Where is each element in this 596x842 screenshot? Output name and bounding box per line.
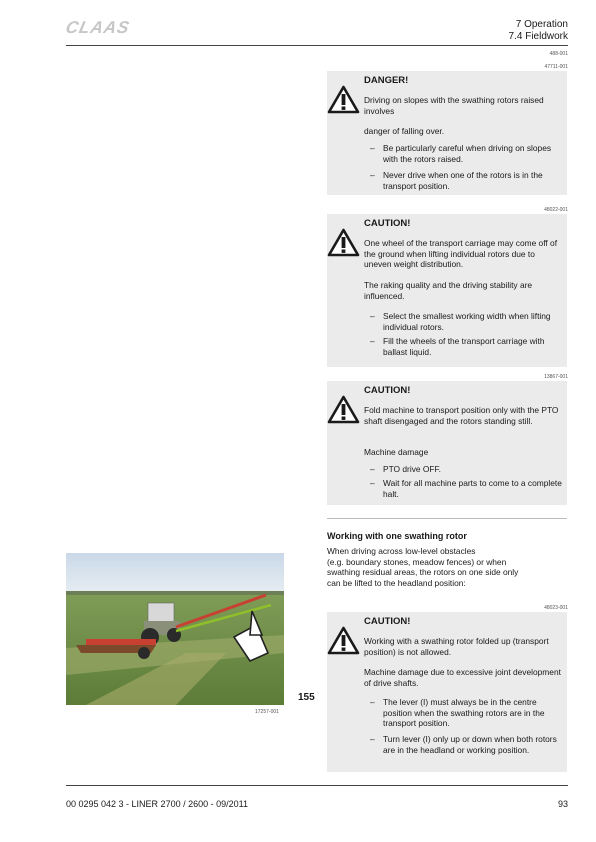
notice-text: Driving on slopes with the swathing rotors raised involves	[364, 95, 544, 116]
notice-text: One wheel of the transport carriage may come off of the ground when lifting individual rotors due to uneven weight distribution.	[364, 238, 558, 270]
list-item: – Select the smallest working width when lifting individual rotors.	[370, 311, 551, 332]
rotor-photo	[66, 553, 284, 705]
notice-text: The raking quality and the driving stability are influenced.	[364, 280, 533, 301]
ref-code: 47711-001	[544, 64, 568, 70]
list-item: – Fill the wheels of the transport carriage with ballast liquid.	[370, 336, 545, 357]
notice-title: CAUTION!	[364, 218, 411, 229]
notice-text: Machine damage due to excessive joint development of drive shafts.	[364, 667, 561, 688]
section-title: Working with one swathing rotor	[327, 531, 467, 541]
figure-number: 155	[298, 692, 315, 703]
document-reference: 00 0295 042 3 - LINER 2700 / 2600 - 09/2011	[66, 799, 248, 809]
notice-title: CAUTION!	[364, 385, 411, 396]
list-item: – PTO drive OFF.	[370, 464, 442, 474]
footer-rule	[66, 785, 568, 786]
notice-text: Machine damage	[364, 447, 429, 457]
list-item: – Be particularly careful when driving on slopes with the rotors raised.	[370, 143, 552, 164]
warning-triangle-icon	[327, 228, 360, 257]
warning-triangle-icon	[327, 395, 360, 424]
caution-notice	[327, 612, 567, 772]
caution-notice	[327, 214, 567, 367]
page-number: 93	[557, 799, 568, 809]
ref-code: 48022-001	[544, 207, 568, 213]
section-heading: 7.4 Fieldwork	[508, 31, 568, 42]
section-divider	[327, 518, 567, 519]
warning-triangle-icon	[327, 85, 360, 114]
claas-logo: CLAAS	[64, 18, 132, 37]
notice-text: Working with a swathing rotor folded up (transport position) is not allowed.	[364, 636, 549, 657]
list-item: – The lever (I) must always be in the centre position when the swathing rotors are in the transport position.	[370, 697, 545, 729]
notice-title: DANGER!	[364, 75, 409, 86]
notice-text: danger of falling over.	[364, 126, 445, 136]
warning-triangle-icon	[327, 626, 360, 655]
list-item: – Wait for all machine parts to come to a complete halt.	[370, 478, 562, 499]
chapter-heading: 7 Operation	[515, 19, 568, 30]
notice-text: Fold machine to transport position only with the PTO shaft disengaged and the rotors standing still.	[364, 405, 559, 426]
caution-notice	[327, 381, 567, 505]
danger-notice	[327, 71, 567, 195]
ref-code: 488-001	[549, 51, 568, 57]
list-item: – Turn lever (I) only up or down when both rotors are in the headland or working position.	[370, 734, 557, 755]
header-rule	[66, 45, 568, 46]
section-intro: When driving across low-level obstacles (e.g. boundary stones, meadow fences) or when swathing residual areas, the rotors on one side only can be lifted to the headland position:	[327, 546, 519, 588]
figure-code: 17257-001	[255, 709, 279, 715]
ref-code: 48023-001	[544, 605, 568, 611]
ref-code: 13867-001	[544, 374, 568, 380]
notice-title: CAUTION!	[364, 616, 411, 627]
list-item: – Never drive when one of the rotors is in the transport position.	[370, 170, 543, 191]
